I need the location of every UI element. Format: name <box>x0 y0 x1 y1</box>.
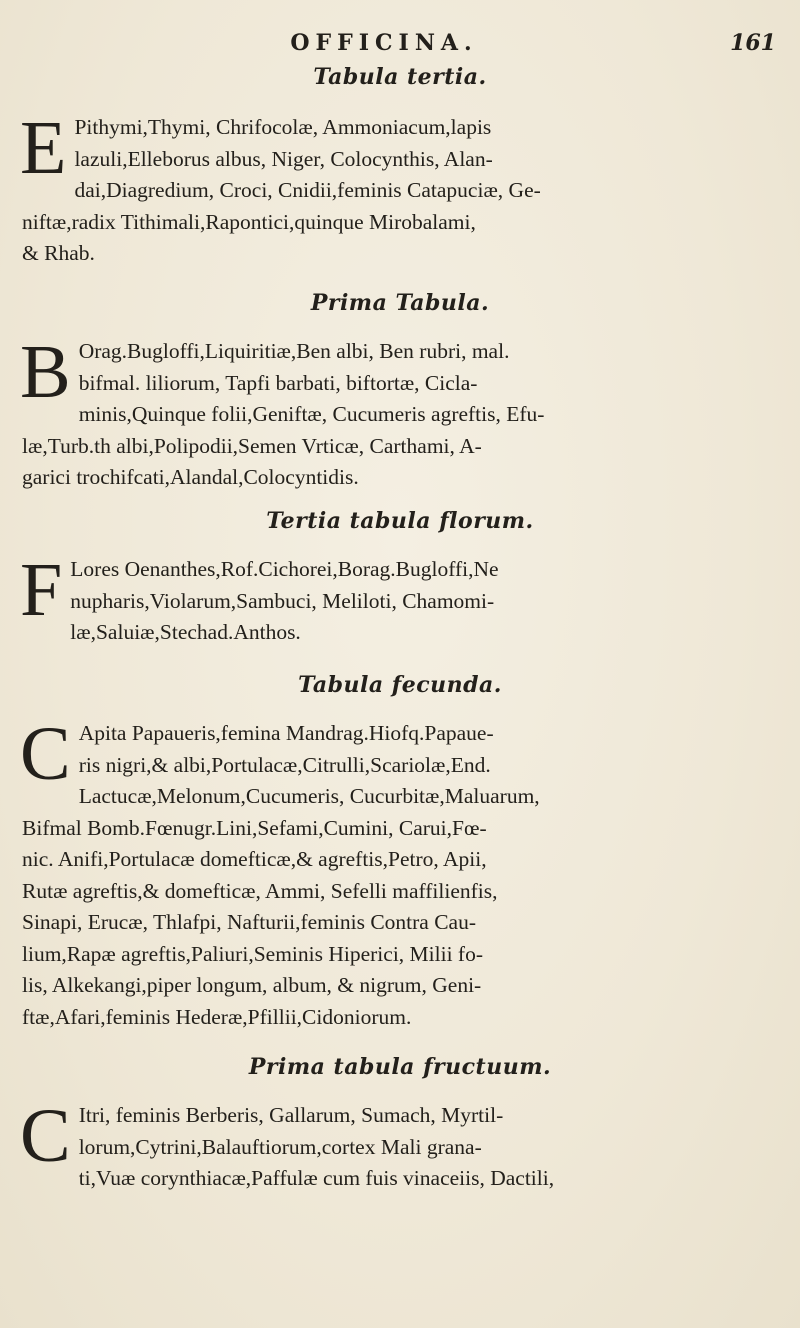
section-title: Tertia tabula florum. <box>266 508 534 534</box>
section-title: Prima tabula fructuum. <box>248 1054 552 1080</box>
text-line: Itri, feminis Berberis, Gallarum, Sumach, Myrtil- <box>78 1103 504 1127</box>
text-line: Orag.Bugloffi,Liquiritiæ,Ben albi, Ben rubri, mal. <box>78 339 510 363</box>
text-line: Rutæ agreftis,& domefticæ, Ammi, Sefelli maffilienfis, <box>22 878 498 903</box>
paragraph-tertia-tabula-florum <box>20 548 762 649</box>
text-line: Lactucæ,Melonum,Cucumeris, Cucurbitæ,Maluarum, <box>78 784 540 808</box>
drop-cap: C <box>20 1094 71 1178</box>
text-line: Bifmal Bomb.Fœnugr.Lini,Sefami,Cumini, Carui,Fœ- <box>22 815 487 840</box>
drop-cap: F <box>20 548 63 632</box>
paragraph-tabula-secunda <box>20 712 762 1033</box>
text-line: Pithymi,Thymi, Chrifocolæ, Ammoniacum,lapis <box>74 115 492 139</box>
drop-cap: E <box>20 106 67 190</box>
text-line: minis,Quinque folii,Geniftæ, Cucumeris agreftis, Efu- <box>78 402 545 426</box>
text-line: ftæ,Afari,feminis Hederæ,Pfillii,Cidoniorum. <box>22 1004 412 1029</box>
section-tabula-secunda <box>0 672 800 698</box>
drop-cap: B <box>20 330 71 414</box>
text-line: ris nigri,& albi,Portulacæ,Citrulli,Scariolæ,End. <box>78 752 491 777</box>
section-tertia-tabula-florum <box>0 508 800 534</box>
text-line: lium,Rapæ agreftis,Paliuri,Seminis Hiperici, Milii fo- <box>22 941 484 966</box>
text-line: lorum,Cytrini,Balauftiorum,cortex Mali grana- <box>78 1134 482 1159</box>
section-prima-tabula <box>0 290 800 316</box>
text-line: dai,Diagredium, Croci, Cnidii,feminis Catapuciæ, Ge- <box>74 178 541 202</box>
text-line: læ,Turb.th albi,Polipodii,Semen Vrticæ, Carthami, A- <box>22 433 482 458</box>
running-head <box>0 30 800 64</box>
text-line: bifmal. liliorum, Tapfi barbati, biftortæ, Cicla- <box>78 370 478 395</box>
section-tabula-tertia <box>0 64 800 90</box>
paragraph-tabula-tertia <box>20 106 762 270</box>
section-title: Prima Tabula. <box>310 290 490 316</box>
section-title: Tabula tertia. <box>313 64 487 90</box>
text-line: & Rhab. <box>22 241 95 265</box>
paragraph-prima-tabula-fructuum <box>20 1094 762 1195</box>
text-line: lazuli,Elleborus albus, Niger, Colocynthis, Alan- <box>74 146 493 171</box>
text-line: læ,Saluiæ,Stechad.Anthos. <box>70 620 301 644</box>
paragraph-prima-tabula <box>20 330 762 494</box>
text-line: Apita Papaueris,femina Mandrag.Hiofq.Papaue- <box>78 721 494 745</box>
text-line: niftæ,radix Tithimali,Rapontici,quinque Mirobalami, <box>22 209 476 234</box>
text-line: nic. Anifi,Portulacæ domefticæ,& agreftis,Petro, Apii, <box>22 847 487 871</box>
drop-cap: C <box>20 712 71 796</box>
running-head-title: OFFICINA. <box>290 30 478 56</box>
section-title: Tabula fecunda. <box>298 672 502 698</box>
text-line: Lores Oenanthes,Rof.Cichorei,Borag.Bugloffi,Ne <box>70 557 499 581</box>
text-line: lis, Alkekangi,piper longum, album, & nigrum, Geni- <box>22 973 482 997</box>
page-number: 161 <box>730 30 776 56</box>
text-line: Sinapi, Erucæ, Thlafpi, Nafturii,feminis Contra Cau- <box>22 910 476 934</box>
text-line: garici trochifcati,Alandal,Colocyntidis. <box>22 465 359 489</box>
text-line: ti,Vuæ corynthiacæ,Paffulæ cum fuis vinaceiis, Dactili, <box>78 1166 555 1190</box>
text-line: nupharis,Violarum,Sambuci, Meliloti, Chamomi- <box>70 588 495 613</box>
section-prima-tabula-fructuum <box>0 1054 800 1080</box>
